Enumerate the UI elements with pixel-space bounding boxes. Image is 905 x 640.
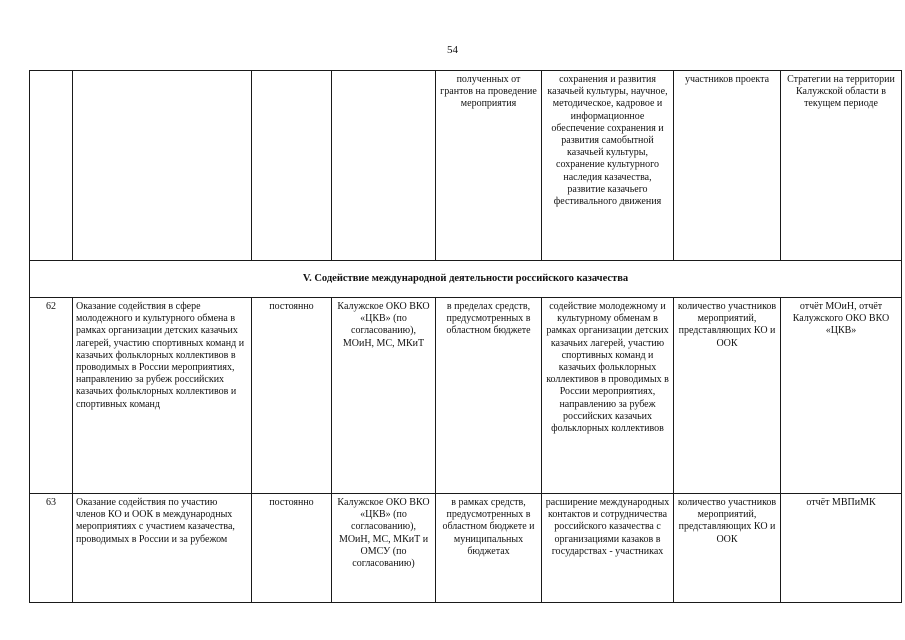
funding-cell: полученных от грантов на проведение мероприятия (436, 71, 542, 261)
deadline-cell (252, 71, 332, 261)
indicator-cell: участников проекта (674, 71, 781, 261)
table-row (30, 494, 902, 603)
result-cell: содействие молодежному и культурному обменам в рамках организации детских казачьих лагерей, участию спортивных команд и казачьих фольклорных коллективов в проводимых в России мероприятиях, направлению за рубеж российских казачьих фольклорных коллективов (542, 298, 674, 494)
page-number: 54 (447, 44, 458, 56)
result-cell: сохранения и развития казачьей культуры, научное, методическое, кадровое и информационное обеспечение сохранения и развития самобытной казачьей культуры, сохранение культурного наследия казачества, развитие казачьего фестивального движения (542, 71, 674, 261)
activity-cell (73, 71, 252, 261)
row-number (30, 71, 73, 261)
section-body (30, 261, 902, 298)
document-cell: отчёт МВПиМК (781, 494, 902, 603)
section-row (30, 261, 902, 298)
document-cell: отчёт МОиН, отчёт Калужского ОКО ВКО «ЦКВ» (781, 298, 902, 494)
deadline-cell: постоянно (252, 494, 332, 603)
result-cell: расширение международных контактов и сотрудничества российского казачества с организациями казаков в государствах - участниках (542, 494, 674, 603)
activity-cell: Оказание содействия в сфере молодежного и культурного обмена в рамках организации детских казачьих лагерей, участию спортивных команд и казачьих фольклорных коллективов в проводимых в России мероприятиях, направлению за рубеж российских казачьих фольклорных коллективов и спортивных команд (73, 298, 252, 494)
executors-cell: Калужское ОКО ВКО «ЦКВ» (по согласованию), МОиН, МС, МКиТ и ОМСУ (по согласованию) (332, 494, 436, 603)
table-row (30, 298, 902, 494)
indicator-cell: количество участников мероприятий, представляющих КО и ООК (674, 298, 781, 494)
activity-cell: Оказание содействия по участию членов КО и ООК в международных мероприятиях с участием казачества, проводимых в России и за рубежом (73, 494, 252, 603)
deadline-cell: постоянно (252, 298, 332, 494)
document-cell: Стратегии на территории Калужской области в текущем периоде (781, 71, 902, 261)
indicator-cell: количество участников мероприятий, представляющих КО и ООК (674, 494, 781, 603)
table-body-top (30, 71, 902, 261)
table-body-bottom (30, 298, 902, 603)
section-heading: V. Содействие международной деятельности российского казачества (30, 261, 902, 298)
table-row (30, 71, 902, 261)
funding-cell: в пределах средств, предусмотренных в областном бюджете (436, 298, 542, 494)
row-number: 63 (30, 494, 73, 603)
executors-cell (332, 71, 436, 261)
funding-cell: в рамках средств, предусмотренных в областном бюджете и муниципальных бюджетах (436, 494, 542, 603)
plan-table (29, 70, 902, 603)
executors-cell: Калужское ОКО ВКО «ЦКВ» (по согласованию), МОиН, МС, МКиТ (332, 298, 436, 494)
row-number: 62 (30, 298, 73, 494)
